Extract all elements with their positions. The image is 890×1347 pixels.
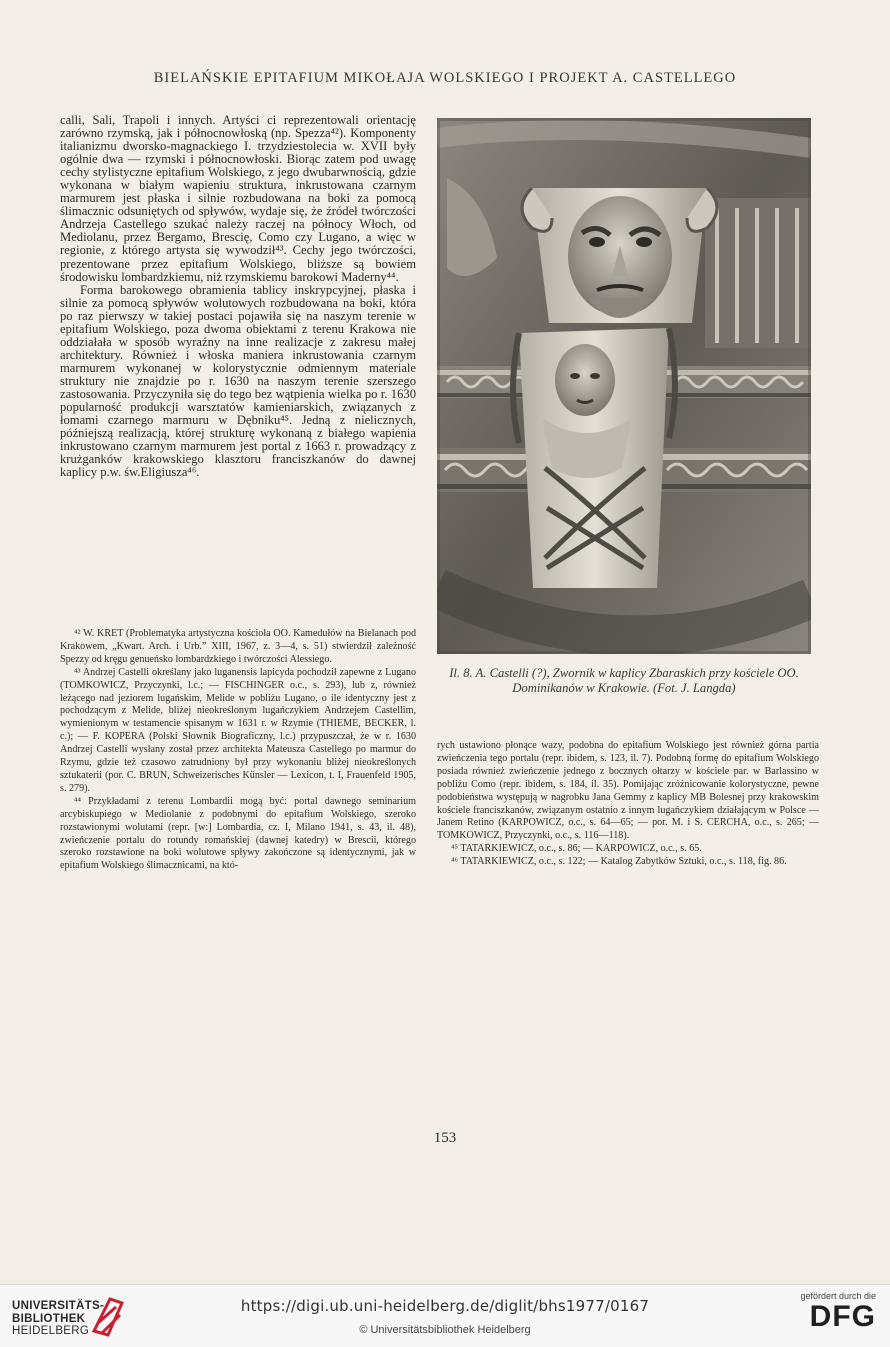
footnote-44: ⁴⁴ Przykładami z terenu Lombardii mogą być: portal dawnego seminarium arcybiskupiego w Mediolanie z podobnymi do epitafium Wolskiego, szeroko rozstawionymi wolutami (repr. [w:] Lombardia, cz. I, Milano 1941, s. 43, il. 48), zwieńczenie portalu do rotundy romańskiej (dawnej katedry) w Brescii, którego szeroko rozstawione na boki wolutowe spływy zakończone są identycznymi, jak w epitafium Wolskiego ślimacznicami, na któ- [60, 795, 416, 872]
paragraph-1: calli, Sali, Trapoli i innych. Artyści ci reprezentowali orientację zarówno rzymską, jak i północnowłoską (np. Spezza⁴²). Komponenty italianizmu dworsko-magnackiego I. trzydziestolecia w. XVII były ogólnie dwa — rzymski i północnowłoski. Biorąc zatem pod uwagę cechy stylistyczne epitafium Wolskiego, z jego dwubarwnością, gdzie wykonana w białym wapieniu struktura, inkrustowana czarnym marmurem jest płaska i silnie rozbudowana na boki za pomocą ślimacznic odsuniętych od spływów, wydaje się, że źródeł twórczości Andrzeja Castellego szukać należy raczej na północy Włoch, od Mediolanu, przez Bergamo, Brescię, Como czy Lugano, a więc w regionie, z którego artysta się wywodził⁴³. Cechy jego twórczości, prezentowane przez epitafium Wolskiego, bliższe są bowiem środowisku lombardzkiemu, niż rzymskiemu barokowi Maderny⁴⁴. [60, 113, 416, 284]
permalink-url[interactable]: https://digi.ub.uni-heidelberg.de/diglit/bhs1977/0167 [240, 1297, 650, 1315]
figure-caption: Il. 8. A. Castelli (?), Zwornik w kaplicy Zbaraskich przy kościele OO. Dominikanów w Krakowie. (Fot. J. Langda) [449, 666, 799, 695]
figure-column [437, 118, 811, 696]
keystone-photo-drawing [437, 118, 811, 654]
figure-photo-keystone [437, 118, 811, 654]
page-number: 153 [433, 1130, 457, 1146]
footnote-43: ⁴³ Andrzej Castelli określany jako luganensis lapicyda pochodził zapewne z Lugano (TOMKOWICZ, Przyczynki, l.c.; — FISCHINGER o.c., s. 293), lub z, również leżącego nad jeziorem lugańskim, Melide w pobliżu Lugano, o ile identyczny jest z pochodzącym z Melide, bliżej nieokreślonym lugańczykiem Andrzejem Castellim, wymienionym w testamencie spisanym w 1631 r. w Rzymie (THIEME, BECKER, l. c.); — F. KOPERA (Polski Słownik Biograficzny, l.c.) przypuszczał, że w r. 1630 Andrzej Castelli wysłany został przez architekta Mateusza Castellego po marmur do Rzymu, gdzie też czasowo zatrudniony był przy wykonaniu bliżej nieokreślonych sztukaterii (por. C. BRUN, Schweizerisches Künsler — Lexicon, t. I, Frauenfeld 1905, s. 279). [60, 666, 416, 794]
main-text-column [60, 114, 416, 479]
running-head: BIELAŃSKIE EPITAFIUM MIKOŁAJA WOLSKIEGO I PROJEKT A. CASTELLEGO [153, 70, 737, 86]
dfg-logo: DFG [809, 1300, 876, 1333]
copyright-notice: © Universitätsbibliothek Heidelberg [359, 1324, 531, 1336]
library-line-2: BIBLIOTHEK [12, 1312, 86, 1325]
footnote-42: ⁴² W. KRET (Problematyka artystyczna kościoła OO. Kamedułów na Bielanach pod Krakowem, „Kwart. Arch. i Urb.” XIII, 1967, z. 3—4, s. 51) stwierdził zależność Spezzy od kręgu genueńsko lombardzkiego i twórczości Alessiego. [60, 628, 416, 665]
viewer-footer [0, 1284, 890, 1347]
paragraph-2: Forma barokowego obramienia tablicy inskrypcyjnej, płaska i silnie za pomocą spływów wolutowych rozbudowana na boki, która po raz pierwszy w takiej postaci pojawiła się na naszym terenie w epitafium Wolskiego, poza dwoma obiektami z terenu Krakowa nie oddziałała w sposób wyraźny na inne realizacje z zakresu małej architektury. Również i włoska maniera inkrustowania czarnym marmurem wykonanej w kolorystycznie odmiennym materiale struktury nie znajdzie po r. 1630 na naszym terenie szerszego zastosowania. Przyczyniła się do tego bez wątpienia wielka po r. 1630 popularność produkcji warsztatów kamieniarskich, związanych z łomami czarnego marmuru w Dębniku⁴⁵. Jedną z nielicznych, późniejszą realizacją, której strukturę wykonaną z białego wapienia inkrustowano czarnym marmurem jest portal z 1663 r. prowadzący z krużganków krakowskiego klasztoru franciszkanów do dawnej kaplicy p.w. św.Eligiusza⁴⁶. [60, 282, 416, 480]
footnotes-right [437, 740, 819, 869]
footnote-45: ⁴⁵ TATARKIEWICZ, o.c., s. 86; — KARPOWICZ, o.c., s. 65. [451, 843, 702, 855]
library-line-1: UNIVERSITÄTS- [12, 1300, 105, 1312]
library-line-3: HEIDELBERG [12, 1325, 90, 1337]
funding-note: gefördert durch die [800, 1291, 876, 1301]
footnotes-left [60, 628, 416, 873]
footnote-44-continued: rych ustawiono płonące wazy, podobna do epitafium Wolskiego jest również górna partia zwieńczenia tego portalu (repr. ibidem, s. 123, il. 7). Podobną formę do epitafium Wolskiego posiada również zwieńczenie jednego z bocznych ołtarzy w kościele par. w Barlassino w pobliżu Como (repr. ibidem, s. 184, il. 35). Pomijając zróżnicowanie kolorystyczne, pewne podobieństwa występują w nagrobku Jana Gemmy z kaplicy MB Bolesnej przy krakowskim kościele franciszkanów, związanym ostatnio z innym lugańczykiem działającym w Polsce — Janem Retino (KARPOWICZ, o.c., s. 64—65; — por. M. i S. CERCHA, o.c., s. 265; — TOMKOWICZ, Przyczynki, o.c., s. 116—118). [437, 740, 819, 842]
dfg-funding-block [792, 1291, 876, 1333]
footnote-46: ⁴⁶ TATARKIEWICZ, o.c., s. 122; — Katalog Zabytków Sztuki, o.c., s. 118, fig. 86. [451, 856, 787, 868]
